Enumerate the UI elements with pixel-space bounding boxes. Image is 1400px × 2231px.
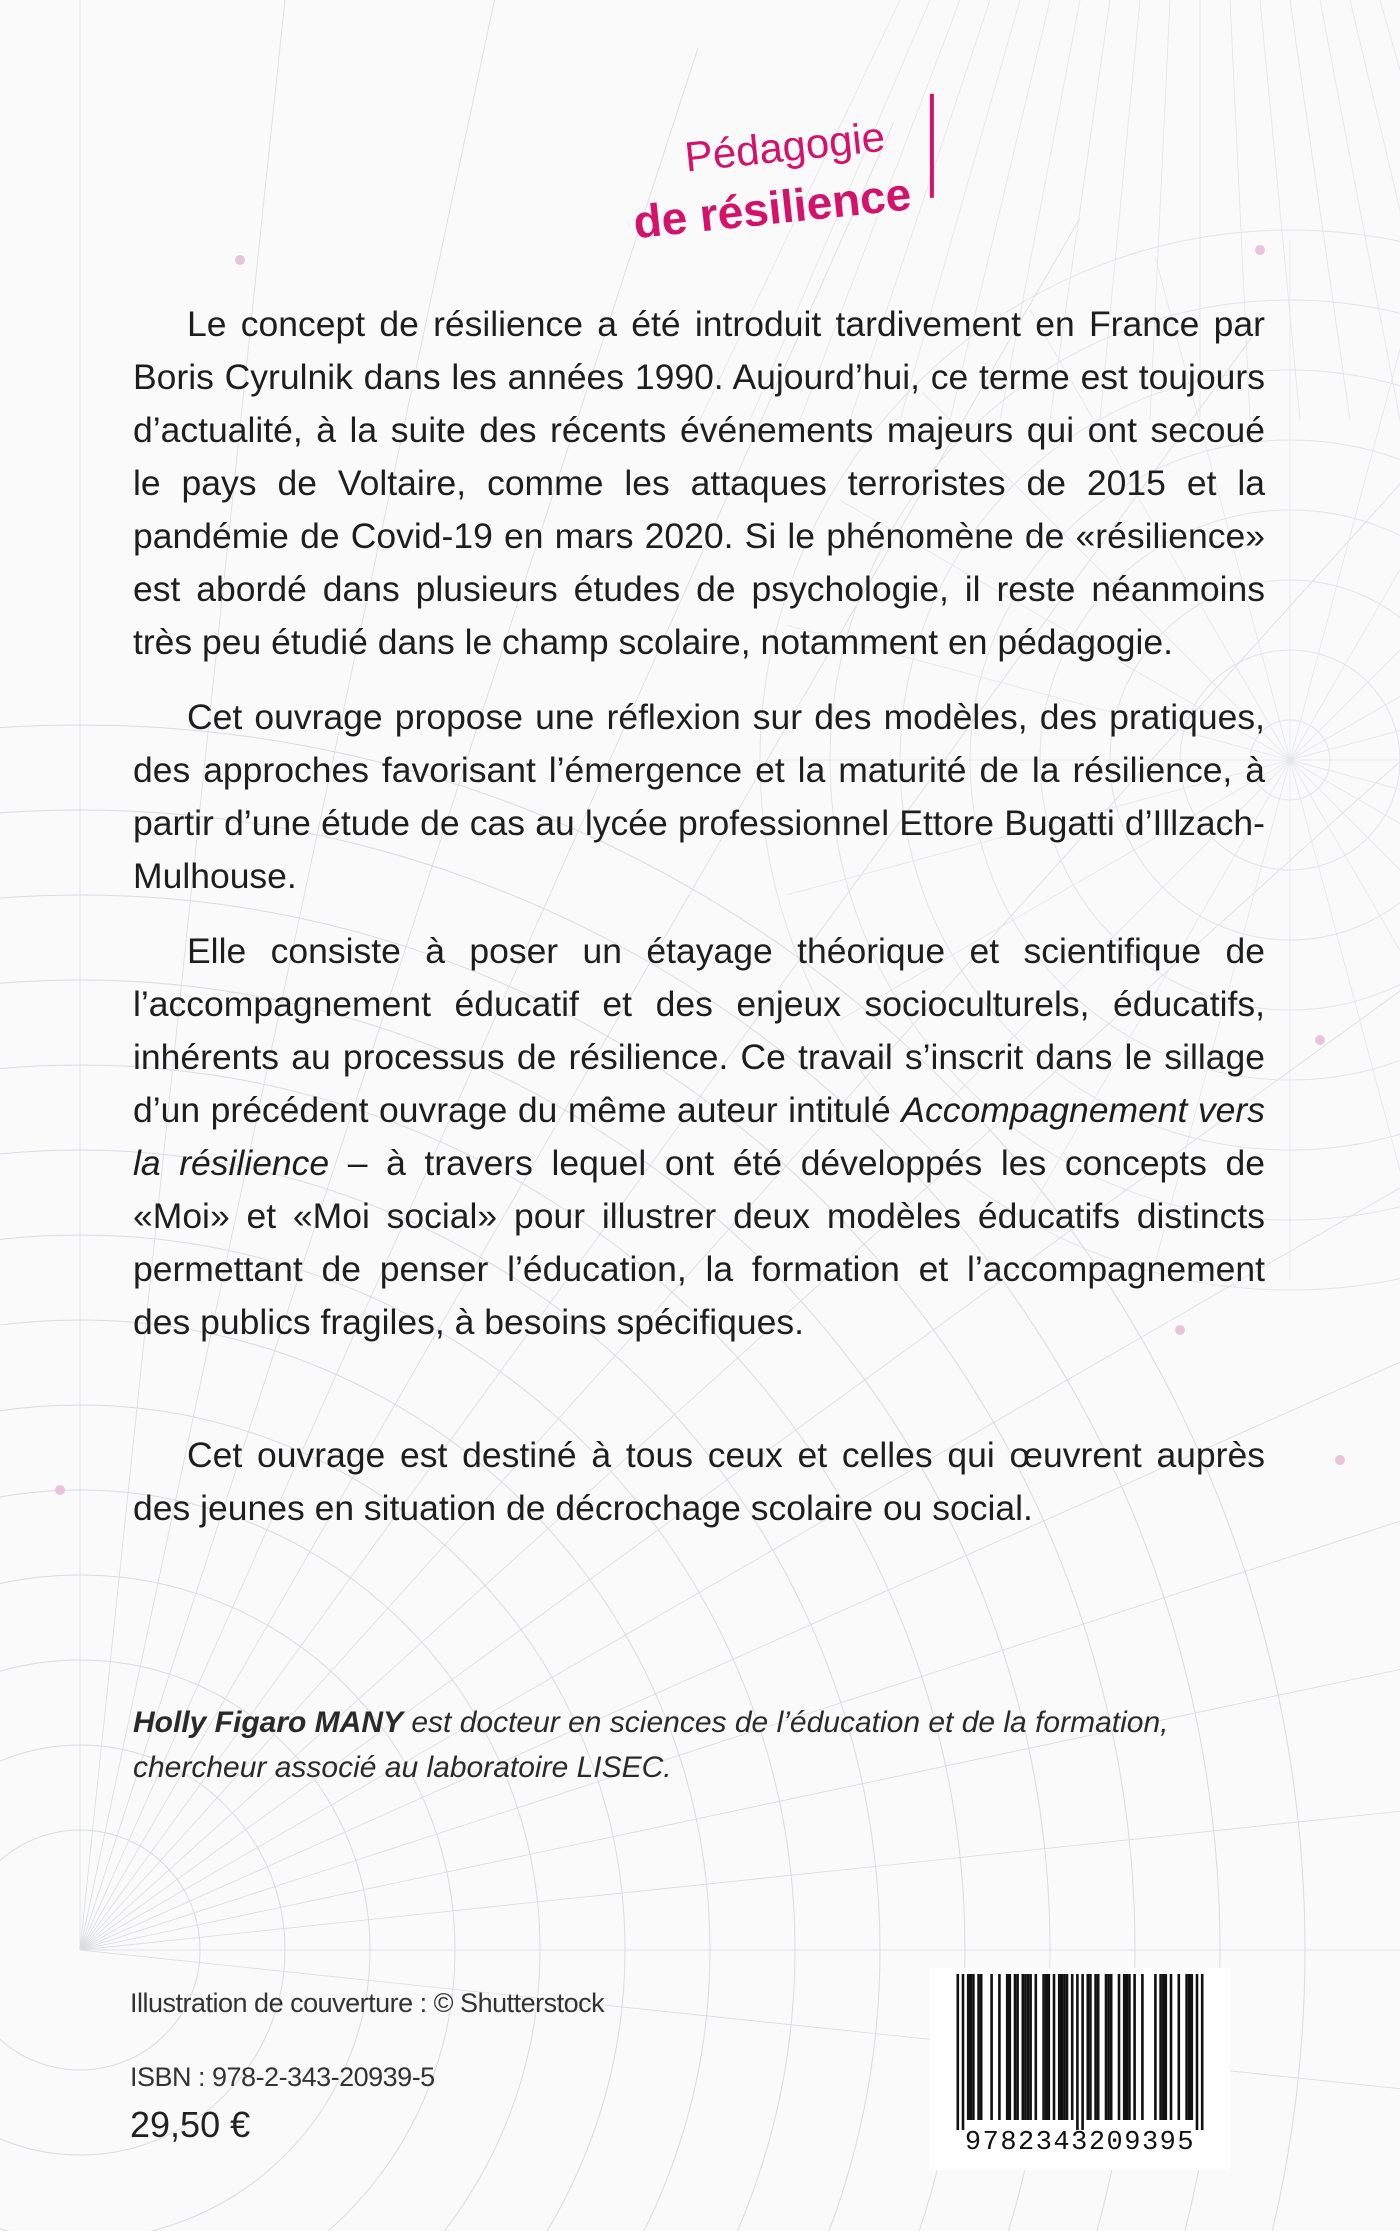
paragraph-context-start: Elle consiste à poser un étayage théorique et scientifique de l’accompagnement éducatif et des enjeux socioculturels, éducatifs, inhérents au processus de résilience. Ce travail s’inscrit dans le sillage d’un précédent ouvrage du même auteur intitulé [133, 931, 1265, 1130]
barcode-bar [1029, 1974, 1032, 2120]
barcode-bar [1066, 1974, 1069, 2120]
isbn: ISBN : 978-2-343-20939-5 [130, 2062, 435, 2092]
price: 29,50 € [130, 2104, 251, 2145]
barcode-bar [1133, 1974, 1136, 2120]
bg-ray [1290, 760, 1400, 1020]
barcode-bar [1154, 1974, 1157, 2120]
bg-ray [1290, 760, 1400, 1210]
barcode-bar [1053, 1974, 1056, 2120]
barcode-number: 9782343209395 [964, 2128, 1196, 2158]
barcode-bar [1014, 1974, 1017, 2120]
barcode-bar [1016, 1974, 1019, 2120]
barcode-bar [1110, 1974, 1113, 2120]
barcode-bar [1126, 1974, 1129, 2120]
barcode-bar [1081, 1974, 1084, 2130]
barcode-bar [1058, 1974, 1061, 2120]
barcode-bar [1042, 1974, 1045, 2120]
bg-dot [55, 1485, 65, 1495]
barcode-bar [1035, 1974, 1038, 2120]
bg-arc [0, 1490, 540, 2231]
author-description: est docteur en sciences de l’éducation et de la formation, chercheur associé au laboratoire LISEC. [133, 1706, 1169, 1784]
author-name: Holly Figaro MANY [133, 1706, 404, 1739]
barcode-bar [980, 1974, 983, 2120]
paragraph-proposal: Cet ouvrage propose une réflexion sur des modèles, des pratiques, des approches favorisant l’émergence et la maturité de la résilience, à partir d’une étude de cas au lycée professionnel Ettore Bugatti d’Illzach-Mulhouse. [133, 697, 1265, 896]
bg-line [1290, 0, 1350, 420]
bg-line [1380, 0, 1400, 420]
barcode-bar [1048, 1974, 1051, 2120]
bg-ray [1290, 760, 1400, 1262]
barcode-bar [1061, 1974, 1064, 2120]
paragraph-audience: Cet ouvrage est destiné à tous ceux et celles qui œuvrent auprès des jeunes en situation de décrochage scolaire ou social. [133, 1435, 1265, 1528]
bg-ray [1290, 625, 1400, 760]
barcode-bar [1141, 1974, 1144, 2120]
previous-book-title: Accompagnement vers la résilience [133, 1090, 1265, 1183]
barcode-bar [967, 1974, 970, 2120]
barcode [930, 1968, 1230, 2170]
barcode-bar [1118, 1974, 1121, 2120]
title-accent-bar [930, 94, 934, 198]
bg-dot [1315, 1035, 1325, 1045]
barcode-bar [1009, 1974, 1012, 2120]
barcode-bar [1162, 1974, 1165, 2120]
barcode-bar [1089, 1974, 1092, 2120]
barcode-bar [1185, 1974, 1188, 2120]
barcode-bar [1170, 1974, 1173, 2120]
barcode-bar [1178, 1974, 1181, 2120]
paragraph-intro: Le concept de résilience a été introduit tardivement en France par Boris Cyrulnik dans les années 1990. Aujourd’hui, ce terme est toujours d’actualité, à la suite des récents événements majeurs qui ont secoué le pays de Voltaire, comme les attaques terroristes de 2015 et la pandémie de Covid-19 en mars 2020. Si le phénomène de «résilience» est abordé dans plusieurs études de psychologie, il reste néanmoins très peu étudié dans le champ scolaire, notamment en pédagogie. [133, 304, 1265, 662]
barcode-bar [972, 1974, 975, 2120]
bg-dot [1255, 245, 1265, 255]
barcode-bar [1165, 1974, 1168, 2120]
barcode-bars [930, 1968, 1230, 2130]
bg-line [1320, 0, 1400, 420]
barcode-bar [1094, 1974, 1097, 2120]
barcode-bar [1105, 1974, 1108, 2120]
barcode-bar [1188, 1974, 1191, 2120]
barcode-bar [1107, 1974, 1110, 2120]
barcode-bar [957, 1974, 960, 2130]
paragraph-context [133, 925, 1265, 1349]
paragraph-context-end: – à travers lequel ont été développés les concepts de «Moi» et «Moi social» pour illustrer deux modèles éducatifs distincts permettant de penser l’éducation, la formation et l’accompagnement des publics fragiles, à besoins spécifiques. [133, 1143, 1265, 1342]
bg-line [1260, 0, 1300, 420]
barcode-bar [1159, 1974, 1162, 2120]
barcode-bar [990, 1974, 993, 2120]
bg-ray [1290, 760, 1400, 1128]
bg-ray [1290, 310, 1400, 760]
author-bio [133, 1700, 1265, 1790]
barcode-bar [998, 1974, 1001, 2120]
bg-dot [235, 255, 245, 265]
blurb [133, 298, 1265, 1557]
bg-ray [1290, 392, 1400, 760]
barcode-bar [1027, 1974, 1030, 2120]
barcode-bar [1071, 1974, 1074, 2120]
barcode-bar [1201, 1974, 1204, 2130]
title-line-2: de résilience [630, 167, 914, 249]
barcode-bar [962, 1974, 965, 2130]
barcode-bar [1123, 1974, 1126, 2120]
illustration-credit: Illustration de couverture : © Shutterstock [130, 1988, 605, 2018]
barcode-bar [977, 1974, 980, 2120]
bg-ray [1290, 500, 1400, 760]
barcode-bar [1191, 1974, 1194, 2120]
barcode-bar [1022, 1974, 1025, 2120]
barcode-bar [1045, 1974, 1048, 2120]
barcode-bar [1006, 1974, 1009, 2120]
barcode-bar [1024, 1974, 1027, 2120]
barcode-bar [1076, 1974, 1079, 2130]
barcode-bar [970, 1974, 973, 2120]
bg-line [1350, 0, 1400, 420]
bg-ray [1290, 760, 1400, 895]
barcode-bar [1087, 1974, 1090, 2120]
bg-dot [1335, 1455, 1345, 1465]
title-line-1: Pédagogie [682, 112, 888, 181]
barcode-bar [1097, 1974, 1100, 2120]
barcode-bar [1196, 1974, 1199, 2130]
barcode-bar [1128, 1974, 1131, 2120]
barcode-bar [1063, 1974, 1066, 2120]
